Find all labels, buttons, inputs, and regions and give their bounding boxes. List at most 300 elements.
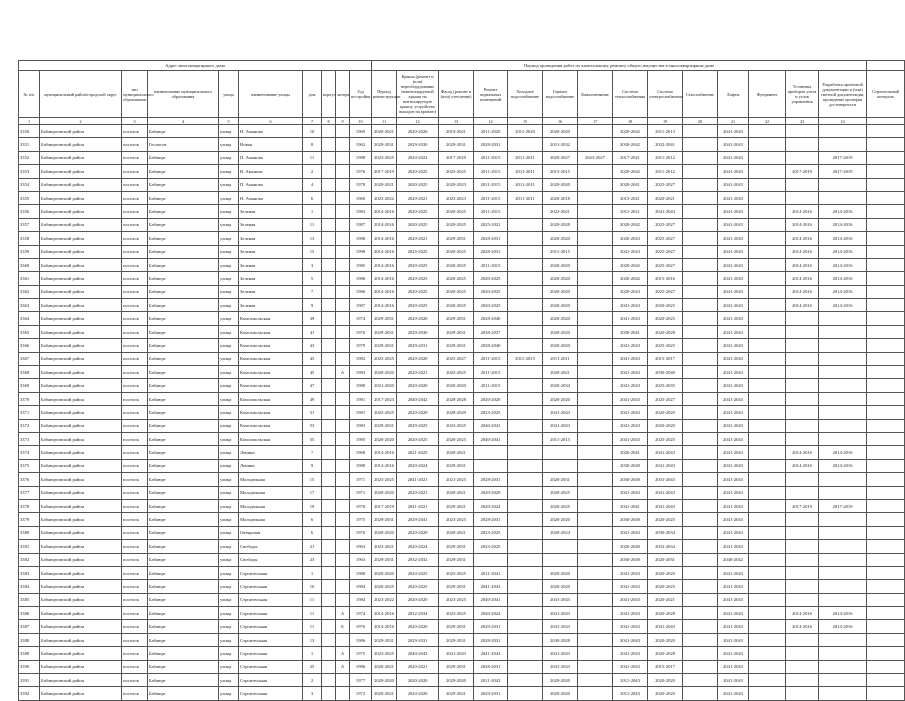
column-header: тип муниципального образования: [122, 71, 148, 118]
table-cell: [867, 687, 905, 700]
table-cell: [683, 366, 718, 379]
table-cell: [578, 607, 613, 620]
table-cell: [322, 299, 336, 312]
table-cell: [683, 432, 718, 445]
table-cell: [543, 553, 578, 566]
table-cell: [683, 553, 718, 566]
table-cell: 43: [303, 339, 322, 352]
table-cell: 2041-2043: [718, 687, 749, 700]
table-cell: [322, 553, 336, 566]
table-cell: В. Аманова: [239, 165, 303, 178]
table-cell: Строительная: [239, 580, 303, 593]
table-cell: [508, 392, 543, 405]
table-cell: [578, 580, 613, 593]
table-cell: 2030-2028: [543, 633, 578, 646]
table-cell: [336, 580, 350, 593]
table-cell: 2020-2025: [474, 272, 508, 285]
table-row: [19, 607, 905, 620]
table-cell: [819, 540, 867, 553]
header-spacer: [867, 61, 905, 71]
table-cell: 2038-2040: [474, 339, 508, 352]
table-cell: 2020-2020: [543, 178, 578, 191]
table-cell: Бабаюртовский район: [40, 660, 122, 673]
table-cell: 1982: [350, 352, 372, 365]
table-cell: [508, 446, 543, 459]
table-cell: [786, 674, 819, 687]
table-row: [19, 419, 905, 432]
table-row: [19, 138, 905, 151]
column-number: 7: [303, 118, 322, 125]
table-cell: 2029-2031: [397, 633, 439, 646]
table-cell: 2020-2020: [543, 299, 578, 312]
table-cell: [867, 660, 905, 673]
table-cell: 2041-2021: [397, 499, 439, 512]
table-cell: [819, 513, 867, 526]
table-cell: 2020-2023: [439, 178, 474, 191]
table-cell: 2020-2020: [397, 406, 439, 419]
table-cell: улица: [219, 620, 239, 633]
table-cell: Зеленая: [239, 272, 303, 285]
table-cell: 2011-2011: [508, 178, 543, 191]
table-cell: 2028-2028: [439, 392, 474, 405]
table-cell: 2041-2043: [613, 620, 648, 633]
table-cell: 2028-2029: [439, 406, 474, 419]
table-cell: 2040-2041: [474, 432, 508, 445]
table-cell: 2014-2016: [786, 272, 819, 285]
table-row: [19, 339, 905, 352]
table-cell: 2029-2041: [397, 513, 439, 526]
table-cell: 3386: [19, 607, 40, 620]
table-cell: 19: [303, 499, 322, 512]
table-cell: поселок: [122, 178, 148, 191]
table-cell: 2020-2025: [397, 258, 439, 271]
table-cell: [786, 432, 819, 445]
table-cell: 2023-2022: [372, 593, 397, 606]
table-cell: улица: [219, 272, 239, 285]
table-cell: [786, 339, 819, 352]
table-cell: [749, 272, 786, 285]
table-cell: 2020-2020: [397, 125, 439, 138]
table-cell: Бабаюрт: [148, 339, 219, 352]
table-cell: 1976: [350, 165, 372, 178]
table-cell: [322, 178, 336, 191]
table-cell: 2020-2020: [648, 633, 683, 646]
table-cell: [749, 165, 786, 178]
table-cell: [508, 580, 543, 593]
table-cell: Бабаюрт: [148, 232, 219, 245]
table-cell: 2041-2043: [474, 647, 508, 660]
table-cell: улица: [219, 446, 239, 459]
table-cell: 2041-2043: [718, 366, 749, 379]
table-cell: 2020-2025: [474, 285, 508, 298]
table-cell: 1986: [350, 272, 372, 285]
table-cell: 2020-2021: [648, 191, 683, 204]
table-cell: 2011-2015: [474, 205, 508, 218]
table-cell: [336, 593, 350, 606]
table-cell: [683, 151, 718, 164]
table-cell: [683, 245, 718, 258]
table-cell: 2015-2015: [543, 165, 578, 178]
table-cell: Бабаюрт: [148, 379, 219, 392]
column-header: Канализование: [578, 71, 613, 118]
table-cell: 2014-2016: [819, 272, 867, 285]
table-cell: Зеленая: [239, 299, 303, 312]
table-cell: 2025-2025: [648, 432, 683, 445]
column-number: 4: [148, 118, 219, 125]
table-cell: 2014-2016: [786, 285, 819, 298]
table-cell: [508, 272, 543, 285]
table-cell: 7: [303, 285, 322, 298]
table-cell: Ленина: [239, 459, 303, 472]
address-group-header: Адрес многоквартирного дома: [19, 61, 372, 71]
table-cell: поселок: [122, 312, 148, 325]
table-cell: 2014-2016: [786, 459, 819, 472]
table-cell: улица: [219, 432, 239, 445]
table-cell: 2023-2023: [439, 191, 474, 204]
table-cell: поселок: [122, 513, 148, 526]
table-cell: 2020-2021: [397, 366, 439, 379]
table-cell: [336, 432, 350, 445]
table-cell: поселок: [122, 553, 148, 566]
table-cell: улица: [219, 125, 239, 138]
table-cell: Бабаюрт: [148, 312, 219, 325]
table-cell: [683, 258, 718, 271]
table-cell: поселок: [122, 633, 148, 646]
table-cell: 2028-2040: [474, 312, 508, 325]
table-cell: 2020-2020: [543, 125, 578, 138]
table-cell: [322, 339, 336, 352]
table-cell: 2041-2043: [648, 486, 683, 499]
table-cell: 39: [303, 312, 322, 325]
table-cell: 2041-2043: [718, 299, 749, 312]
table-cell: 1985: [350, 432, 372, 445]
table-cell: Строительная: [239, 633, 303, 646]
table-cell: 2014-2016: [786, 218, 819, 231]
column-number: 23: [786, 118, 819, 125]
table-cell: [786, 366, 819, 379]
table-cell: 2025-2027: [648, 245, 683, 258]
table-cell: [578, 392, 613, 405]
table-cell: 1983: [350, 419, 372, 432]
table-row: [19, 446, 905, 459]
table-cell: поселок: [122, 620, 148, 633]
table-cell: 2011-2043: [474, 674, 508, 687]
table-cell: [322, 566, 336, 579]
table-cell: [322, 406, 336, 419]
table-cell: [749, 218, 786, 231]
table-cell: Бабаюрт: [148, 352, 219, 365]
table-cell: 2041-2043: [718, 325, 749, 338]
table-cell: [819, 366, 867, 379]
column-header: Лифты: [718, 71, 749, 118]
table-cell: 2028-2031: [474, 232, 508, 245]
table-cell: 2031-2032: [543, 138, 578, 151]
table-cell: 2025-2027: [648, 178, 683, 191]
table-cell: [786, 419, 819, 432]
table-cell: [867, 419, 905, 432]
table-cell: 2023-2025: [372, 647, 397, 660]
table-cell: [867, 232, 905, 245]
table-cell: 2020-2025: [648, 299, 683, 312]
table-cell: 2011-2043: [613, 687, 648, 700]
table-cell: [819, 339, 867, 352]
table-cell: [578, 526, 613, 539]
table-cell: 2020-2020: [397, 687, 439, 700]
table-cell: [786, 513, 819, 526]
table-cell: [867, 406, 905, 419]
table-cell: 2020-2042: [613, 125, 648, 138]
table-cell: 1968: [350, 446, 372, 459]
table-cell: 2029-2030: [397, 325, 439, 338]
table-cell: [336, 191, 350, 204]
table-cell: 2020-2018: [543, 191, 578, 204]
table-cell: 2041-2043: [718, 258, 749, 271]
table-cell: 13: [303, 633, 322, 646]
table-cell: 2020-2043: [613, 232, 648, 245]
table-cell: 3392: [19, 687, 40, 700]
table-cell: 2041-2043: [613, 607, 648, 620]
table-cell: улица: [219, 151, 239, 164]
table-cell: [683, 325, 718, 338]
table-cell: 3: [303, 258, 322, 271]
table-cell: [336, 339, 350, 352]
table-cell: [474, 446, 508, 459]
table-cell: [508, 687, 543, 700]
table-cell: 3377: [19, 486, 40, 499]
table-cell: 2020-2025: [439, 272, 474, 285]
table-cell: 2041-2043: [718, 620, 749, 633]
table-cell: [578, 446, 613, 459]
table-cell: улица: [219, 339, 239, 352]
table-cell: [867, 218, 905, 231]
table-cell: 2020-2020: [543, 687, 578, 700]
table-cell: 2041-2043: [718, 580, 749, 593]
table-cell: [819, 580, 867, 593]
table-cell: улица: [219, 191, 239, 204]
table-cell: 2014-2016: [372, 232, 397, 245]
table-cell: [683, 285, 718, 298]
table-cell: Н. Аманова: [239, 191, 303, 204]
table-cell: Молодежная: [239, 473, 303, 486]
table-cell: 2029-2031: [474, 687, 508, 700]
table-cell: Свободы: [239, 540, 303, 553]
table-cell: 1963: [350, 553, 372, 566]
table-cell: 2020-2021: [397, 232, 439, 245]
table-cell: 2029-2021: [439, 499, 474, 512]
table-cell: [683, 165, 718, 178]
table-cell: 2041-2043: [439, 647, 474, 660]
table-cell: 1983: [350, 366, 372, 379]
table-cell: 2020-2020: [543, 312, 578, 325]
table-cell: 3385: [19, 593, 40, 606]
table-cell: Молодежная: [239, 486, 303, 499]
table-cell: 6: [303, 513, 322, 526]
table-cell: 2041-2043: [648, 620, 683, 633]
table-cell: 2041-2043: [718, 151, 749, 164]
table-cell: [683, 674, 718, 687]
table-cell: 2011-2015: [474, 178, 508, 191]
table-cell: 3389: [19, 647, 40, 660]
table-cell: [322, 459, 336, 472]
table-cell: улица: [219, 178, 239, 191]
table-cell: 2041-2043: [718, 446, 749, 459]
table-cell: 2041-2043: [718, 660, 749, 673]
table-cell: Бабаюрт: [148, 674, 219, 687]
table-cell: [508, 258, 543, 271]
table-cell: [322, 607, 336, 620]
table-cell: [322, 138, 336, 151]
table-cell: [683, 379, 718, 392]
table-cell: [786, 151, 819, 164]
table-cell: 2011-2015: [543, 432, 578, 445]
table-cell: 2041-2043: [718, 432, 749, 445]
table-cell: [322, 352, 336, 365]
table-cell: Свободы: [239, 553, 303, 566]
table-cell: 3369: [19, 379, 40, 392]
table-cell: 4: [303, 178, 322, 191]
table-cell: [578, 272, 613, 285]
table-cell: 2014-2016: [819, 299, 867, 312]
table-cell: [578, 218, 613, 231]
table-cell: П. Аманова: [239, 178, 303, 191]
column-number: 17: [578, 118, 613, 125]
table-cell: 1986: [350, 633, 372, 646]
table-cell: [336, 352, 350, 365]
table-cell: поселок: [122, 593, 148, 606]
table-cell: [336, 633, 350, 646]
table-cell: [867, 392, 905, 405]
table-cell: Бабаюрт: [148, 165, 219, 178]
table-cell: [508, 325, 543, 338]
table-cell: [508, 245, 543, 258]
table-cell: [336, 566, 350, 579]
table-cell: [336, 553, 350, 566]
table-cell: [683, 392, 718, 405]
table-cell: 2029-2031: [439, 339, 474, 352]
table-cell: Новая: [239, 138, 303, 151]
table-cell: 2023-2025: [439, 513, 474, 526]
table-cell: 1975: [350, 647, 372, 660]
table-cell: 23: [303, 553, 322, 566]
table-cell: поселок: [122, 566, 148, 579]
table-cell: 3371: [19, 406, 40, 419]
table-cell: 2014-2016: [372, 607, 397, 620]
table-cell: улица: [219, 138, 239, 151]
table-cell: 2030-2040: [648, 366, 683, 379]
table-cell: [683, 125, 718, 138]
table-cell: 2032-2034: [648, 540, 683, 553]
table-cell: улица: [219, 245, 239, 258]
table-cell: [749, 513, 786, 526]
table-cell: [336, 499, 350, 512]
table-cell: 2023-2025: [372, 151, 397, 164]
table-cell: Бабаюртовский район: [40, 620, 122, 633]
table-row: [19, 218, 905, 231]
table-cell: [322, 272, 336, 285]
table-cell: 25: [303, 660, 322, 673]
column-number: 24: [819, 118, 867, 125]
table-cell: 2040-2041: [474, 593, 508, 606]
table-cell: 2014-2016: [372, 459, 397, 472]
table-cell: 2020-2041: [613, 446, 648, 459]
column-number: 11: [372, 118, 397, 125]
table-cell: [867, 258, 905, 271]
table-cell: [867, 674, 905, 687]
table-cell: Комсомольская: [239, 325, 303, 338]
table-cell: [508, 285, 543, 298]
column-number: 3: [122, 118, 148, 125]
table-cell: [336, 232, 350, 245]
table-cell: [867, 473, 905, 486]
table-cell: [336, 540, 350, 553]
table-cell: 2041-2043: [718, 178, 749, 191]
table-cell: [683, 419, 718, 432]
table-cell: 2020-2022: [397, 151, 439, 164]
table-cell: 1983: [350, 205, 372, 218]
table-row: [19, 473, 905, 486]
column-number: [867, 118, 905, 125]
table-cell: улица: [219, 406, 239, 419]
table-cell: 1975: [350, 513, 372, 526]
table-row: [19, 125, 905, 138]
table-cell: 1976: [350, 526, 372, 539]
column-number: 12: [397, 118, 439, 125]
table-cell: [749, 553, 786, 566]
table-cell: 2011-2020: [508, 125, 543, 138]
table-cell: [322, 660, 336, 673]
table-cell: 2020-2021: [372, 125, 397, 138]
table-cell: 1976: [350, 325, 372, 338]
table-cell: [336, 125, 350, 138]
table-cell: [322, 593, 336, 606]
table-cell: 1: [303, 647, 322, 660]
table-cell: [683, 526, 718, 539]
column-header: наименование муниципального образования: [148, 71, 219, 118]
table-cell: Бабаюртовский район: [40, 486, 122, 499]
table-cell: Бабаюрт: [148, 125, 219, 138]
table-cell: 2023-2022: [372, 191, 397, 204]
table-cell: 2011-2015: [474, 151, 508, 164]
table-cell: [336, 446, 350, 459]
table-cell: [322, 312, 336, 325]
table-cell: 2020-2025: [439, 285, 474, 298]
table-cell: 3381: [19, 540, 40, 553]
table-cell: [322, 125, 336, 138]
table-cell: [578, 339, 613, 352]
table-cell: [786, 660, 819, 673]
table-cell: [819, 473, 867, 486]
table-cell: [749, 151, 786, 164]
table-cell: 2021-2020: [372, 379, 397, 392]
table-cell: 2041-2043: [613, 647, 648, 660]
table-cell: [819, 593, 867, 606]
table-cell: улица: [219, 526, 239, 539]
table-cell: 3375: [19, 459, 40, 472]
table-cell: [749, 125, 786, 138]
table-cell: поселок: [122, 218, 148, 231]
table-cell: [867, 593, 905, 606]
table-cell: [336, 312, 350, 325]
table-cell: 2019-2021: [439, 125, 474, 138]
table-cell: [683, 607, 718, 620]
table-cell: 2014-2016: [786, 607, 819, 620]
table-cell: 2041-2043: [718, 633, 749, 646]
table-row: [19, 593, 905, 606]
table-cell: [786, 633, 819, 646]
table-cell: 2025-2027: [648, 218, 683, 231]
table-cell: 2020-2042: [613, 165, 648, 178]
table-cell: 2029-2031: [397, 339, 439, 352]
